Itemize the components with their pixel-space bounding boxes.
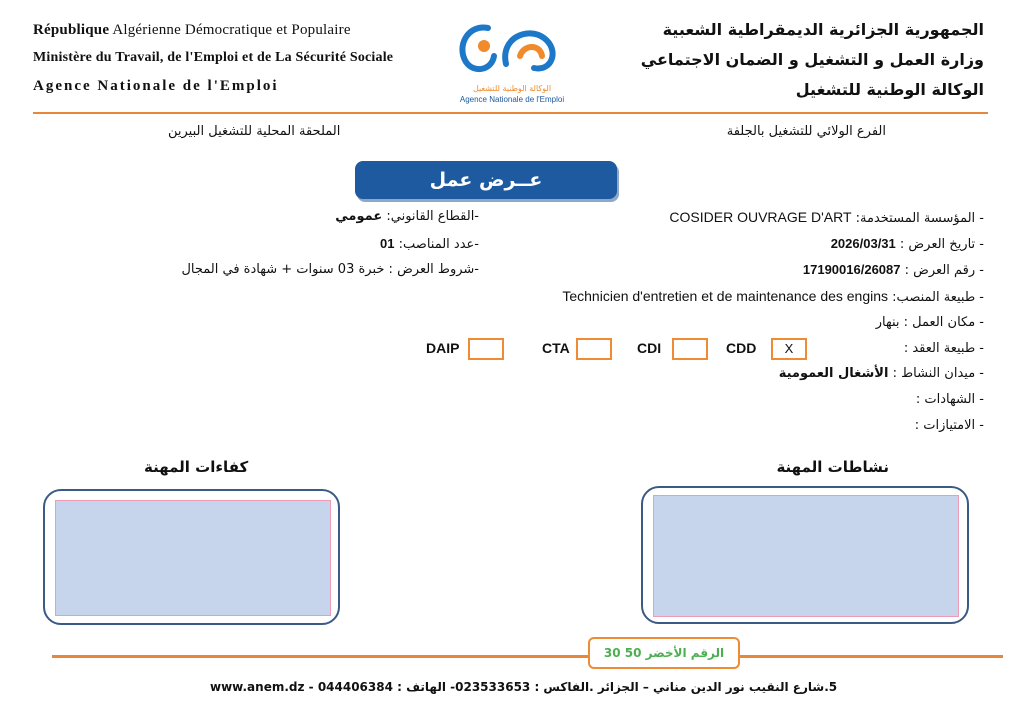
activities-title: نشاطات المهنة bbox=[776, 458, 889, 476]
position-value: Technicien d'entretien et de maintenance des engins bbox=[562, 288, 889, 304]
contract-cta-checkbox[interactable] bbox=[576, 338, 612, 360]
offer-number-value: 17190016/26087 bbox=[802, 262, 901, 277]
employer-row bbox=[669, 209, 984, 226]
posts-row bbox=[380, 236, 479, 252]
degrees-label: - الشهادات : bbox=[915, 392, 984, 407]
header-ar-line3: الوكالة الوطنية للتشغيل bbox=[795, 80, 984, 99]
logo-fr-text: Agence Nationale de l'Emploi bbox=[459, 95, 565, 104]
date-row bbox=[831, 236, 984, 252]
footer-rule-left bbox=[52, 655, 588, 658]
anem-logo-icon bbox=[448, 16, 576, 86]
header-ar-line1: الجمهورية الجزائرية الديمقراطية الشعبية bbox=[662, 20, 984, 39]
contract-cta-label: CTA bbox=[542, 340, 570, 356]
green-number-badge bbox=[588, 637, 740, 669]
skills-content-area[interactable] bbox=[55, 500, 331, 616]
posts-value: 01 bbox=[380, 236, 395, 251]
header-fr-line2: Ministère du Travail, de l'Emploi et de La Sécurité Sociale bbox=[33, 50, 394, 65]
branch-right: الفرع الولائي للتشغيل بالجلفة bbox=[726, 124, 886, 139]
date-value: 2026/03/31 bbox=[830, 236, 896, 251]
header-fr-rest: Algérienne Démocratique et Populaire bbox=[109, 22, 351, 38]
offer-title-box bbox=[355, 161, 617, 199]
header-fr-republique: République bbox=[33, 22, 110, 38]
posts-label: -عدد المناصب: bbox=[398, 237, 479, 252]
activities-frame bbox=[641, 486, 969, 624]
header-fr-line3: Agence Nationale de l'Emploi bbox=[33, 78, 279, 94]
green-number: الرقم الأخضر 50 30 bbox=[603, 646, 725, 660]
contract-cdd-checkbox[interactable]: X bbox=[771, 338, 807, 360]
sector-row bbox=[335, 209, 479, 224]
footer-address: 5.شارع النقيب نور الدين مناني – الجزائر .الفاكس : 023533653- الهاتف : 044406384 - www.anem.dz bbox=[210, 680, 838, 694]
contract-daip-checkbox[interactable] bbox=[468, 338, 504, 360]
date-label: - تاريخ العرض : bbox=[899, 237, 984, 252]
header-fr-line1 bbox=[33, 22, 351, 39]
skills-frame bbox=[43, 489, 340, 625]
anem-logo bbox=[448, 16, 576, 106]
position-row bbox=[562, 288, 984, 305]
sector-value: عمومي bbox=[335, 209, 383, 224]
privileges-label: - الامتيازات : bbox=[914, 418, 984, 433]
contract-cdi-checkbox[interactable] bbox=[672, 338, 708, 360]
activity-label: - ميدان النشاط : bbox=[892, 366, 984, 381]
work-location: - مكان العمل : بنهار bbox=[875, 315, 984, 330]
logo-ar-text: الوكالة الوطنية للتشغيل bbox=[472, 84, 552, 93]
employer-label: - المؤسسة المستخدمة: bbox=[855, 211, 984, 226]
contract-cdi-label: CDI bbox=[637, 340, 662, 356]
sector-label: -القطاع القانوني: bbox=[386, 209, 479, 224]
activities-content-area[interactable] bbox=[653, 495, 959, 617]
header-divider bbox=[33, 112, 988, 114]
header-ar-line2: وزارة العمل و التشغيل و الضمان الاجتماعي bbox=[640, 50, 984, 69]
contract-label: - طبيعة العقد : bbox=[903, 341, 984, 356]
contract-daip-label: DAIP bbox=[426, 340, 460, 356]
footer-rule-right bbox=[738, 655, 1003, 658]
activity-row bbox=[779, 366, 984, 381]
offer-number-label: - رقم العرض : bbox=[904, 263, 984, 278]
offer-title: عــرض عمل bbox=[429, 169, 543, 191]
employer-value: COSIDER OUVRAGE D'ART bbox=[669, 209, 852, 225]
contract-cdd-label: CDD bbox=[726, 340, 757, 356]
offer-conditions: -شروط العرض : خبرة 03 سنوات + شهادة في المجال bbox=[181, 262, 479, 277]
position-label: - طبيعة المنصب: bbox=[892, 290, 984, 305]
skills-title: كفاءات المهنة bbox=[144, 458, 249, 476]
activity-value: الأشغال العمومية bbox=[778, 366, 889, 381]
branch-left: الملحقة المحلية للتشغيل البيرين bbox=[168, 124, 341, 139]
offer-number-row bbox=[803, 262, 984, 278]
